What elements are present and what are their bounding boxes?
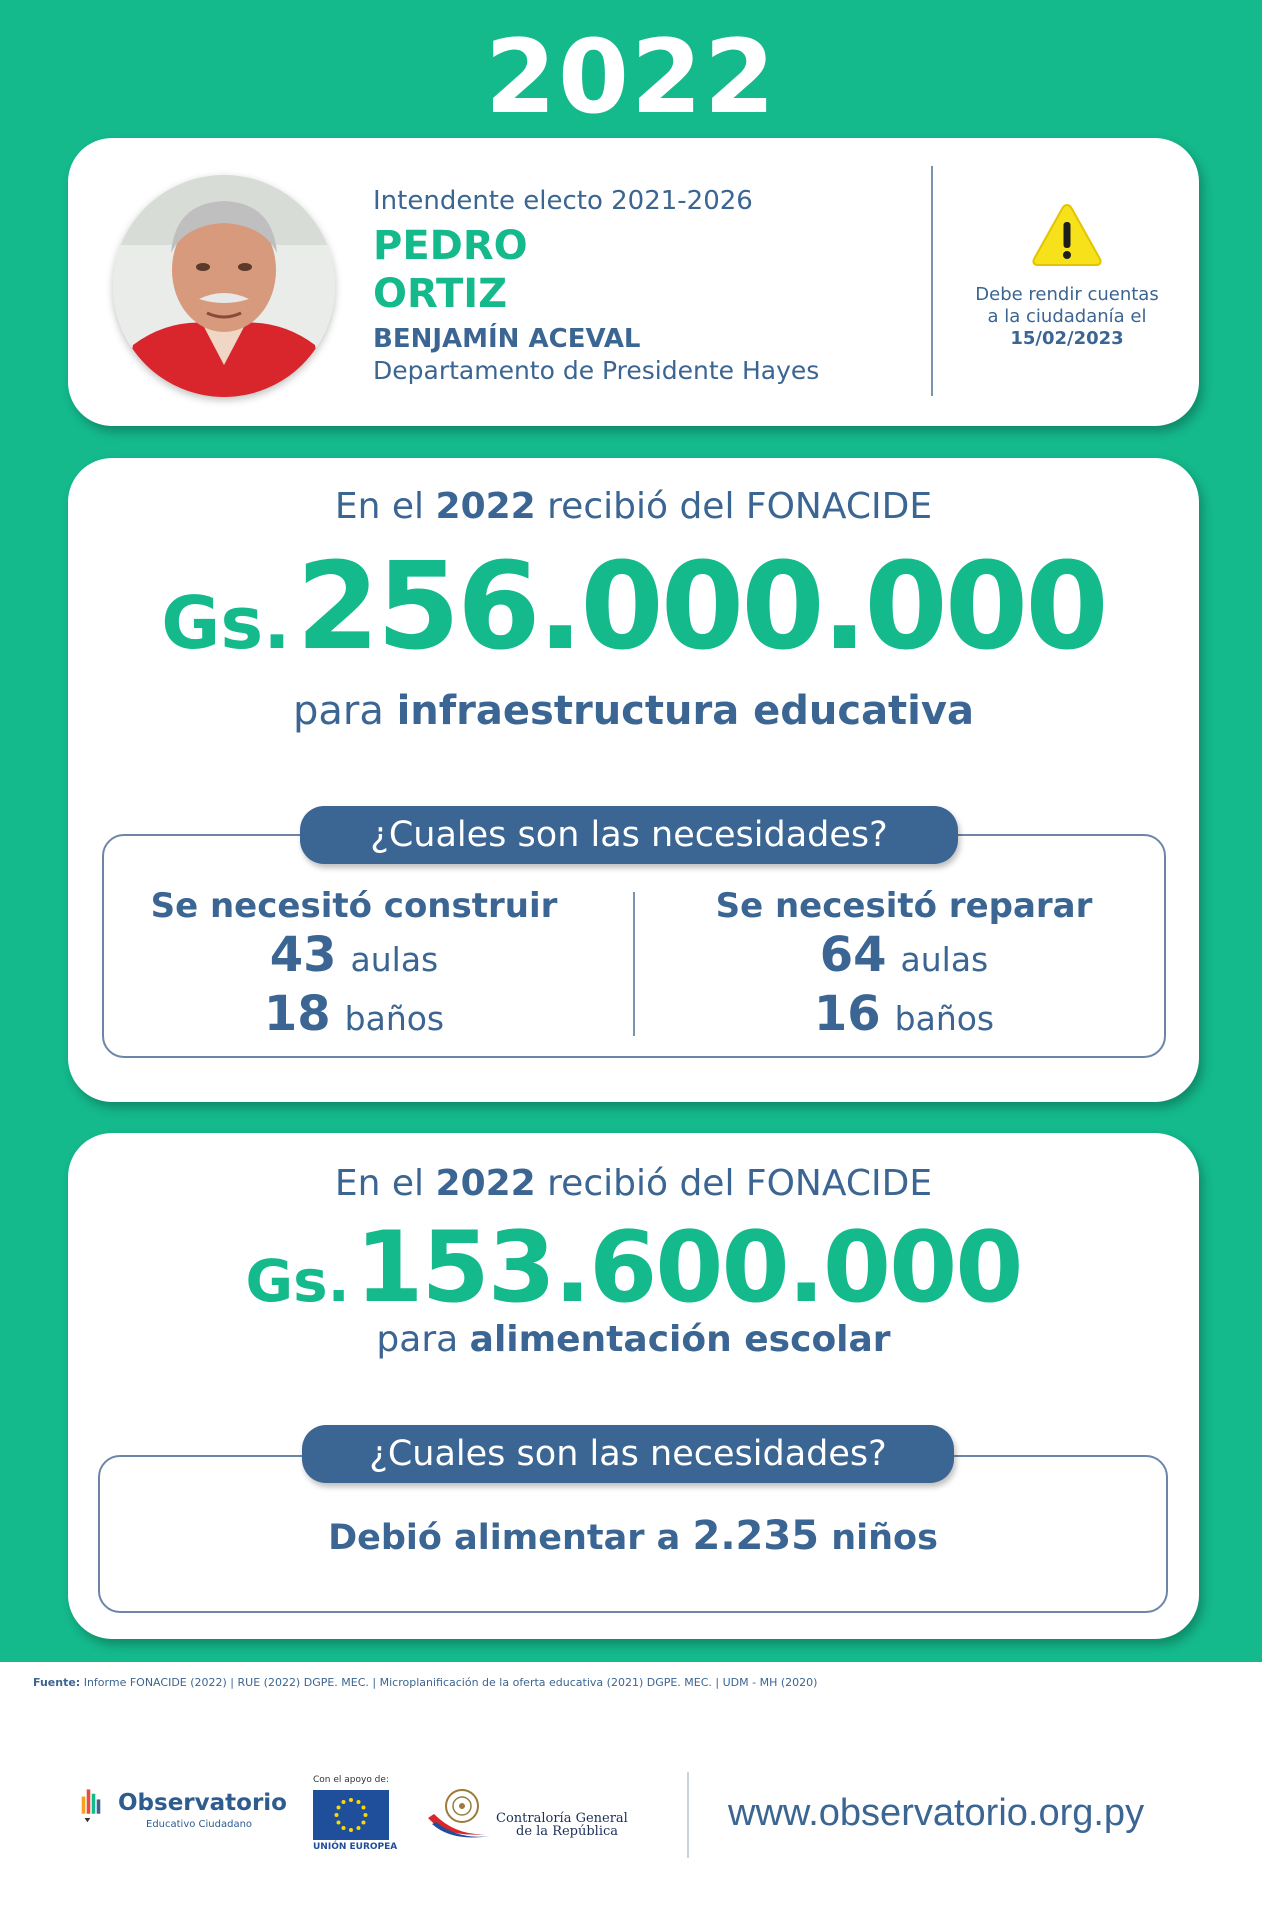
food-purpose: para alimentación escolar: [376, 1319, 891, 1360]
repair-bathrooms: 16 baños: [813, 986, 995, 1042]
infra-purpose: para infraestructura educativa: [293, 688, 974, 734]
children-count: 2.235: [692, 1513, 820, 1559]
role-label: Intendente electo 2021-2026: [373, 186, 753, 216]
infrastructure-card: [68, 458, 1199, 1102]
food-lead-year: 2022: [435, 1163, 536, 1204]
food-needs-title: ¿Cuales son las necesidades?: [302, 1425, 954, 1483]
mayor-card: [68, 138, 1199, 426]
build-column: [104, 886, 604, 1048]
infra-currency: Gs.: [161, 581, 291, 665]
needs-divider: [633, 892, 635, 1036]
repair-classrooms: 64 aulas: [819, 927, 989, 983]
infra-lead: En el 2022 recibió del FONACIDE: [334, 486, 933, 527]
infra-amount-row: [68, 538, 1199, 677]
footer-logos: [0, 1760, 1262, 1880]
observatorio-subtitle: Educativo Ciudadano: [146, 1819, 253, 1830]
header-divider: [931, 166, 933, 396]
eu-flag-icon: [313, 1790, 389, 1840]
bar-chart-icon: [78, 1788, 104, 1828]
municipality: BENJAMÍN ACEVAL: [373, 324, 641, 354]
repair-title: Se necesitó reparar: [715, 886, 1093, 926]
contraloria-name: Contraloría General de la República: [496, 1811, 628, 1839]
department: Departamento de Presidente Hayes: [373, 356, 820, 385]
last-name: ORTIZ: [373, 271, 508, 317]
source-note: Fuente: Informe FONACIDE (2022) | RUE (2022) DGPE. MEC. | Microplanificación de la oferta educativa (2021) DGPE. MEC. | UDM - MH (2020): [33, 1676, 818, 1689]
year-title: 2022: [485, 18, 777, 137]
build-bathrooms: 18 baños: [263, 986, 445, 1042]
warning-icon: [1031, 202, 1103, 268]
contraloria-seal-icon: [426, 1784, 494, 1840]
observatorio-title: Observatorio: [118, 1790, 287, 1816]
infra-lead-year: 2022: [435, 486, 536, 527]
food-card: [68, 1133, 1199, 1639]
warning-date: 15/02/2023: [1010, 328, 1124, 349]
food-needs-text: Debió alimentar a 2.235 niños: [328, 1513, 938, 1559]
infra-needs-box: [102, 834, 1166, 1058]
build-classrooms: 43 aulas: [269, 927, 439, 983]
eu-label: UNIÓN EUROPEA: [313, 1842, 398, 1852]
footer-divider: [687, 1772, 689, 1858]
eu-support-label: Con el apoyo de:: [313, 1775, 389, 1785]
food-amount-row: [68, 1211, 1199, 1325]
food-lead: En el 2022 recibió del FONACIDE: [334, 1163, 933, 1204]
warning-line-2: a la ciudadanía el: [987, 306, 1147, 327]
first-name: PEDRO: [373, 223, 528, 269]
mayor-photo: [113, 175, 335, 397]
accountability-notice: [962, 202, 1172, 350]
repair-column: [654, 886, 1154, 1048]
food-currency: Gs.: [245, 1247, 350, 1315]
warning-line-1: Debe rendir cuentas: [975, 284, 1159, 305]
infra-needs-title: ¿Cuales son las necesidades?: [300, 806, 958, 864]
food-amount: 153.600.000: [355, 1211, 1022, 1325]
build-title: Se necesitó construir: [150, 886, 558, 926]
infra-amount: 256.000.000: [296, 538, 1106, 677]
website-link[interactable]: www.observatorio.org.py: [728, 1792, 1145, 1834]
